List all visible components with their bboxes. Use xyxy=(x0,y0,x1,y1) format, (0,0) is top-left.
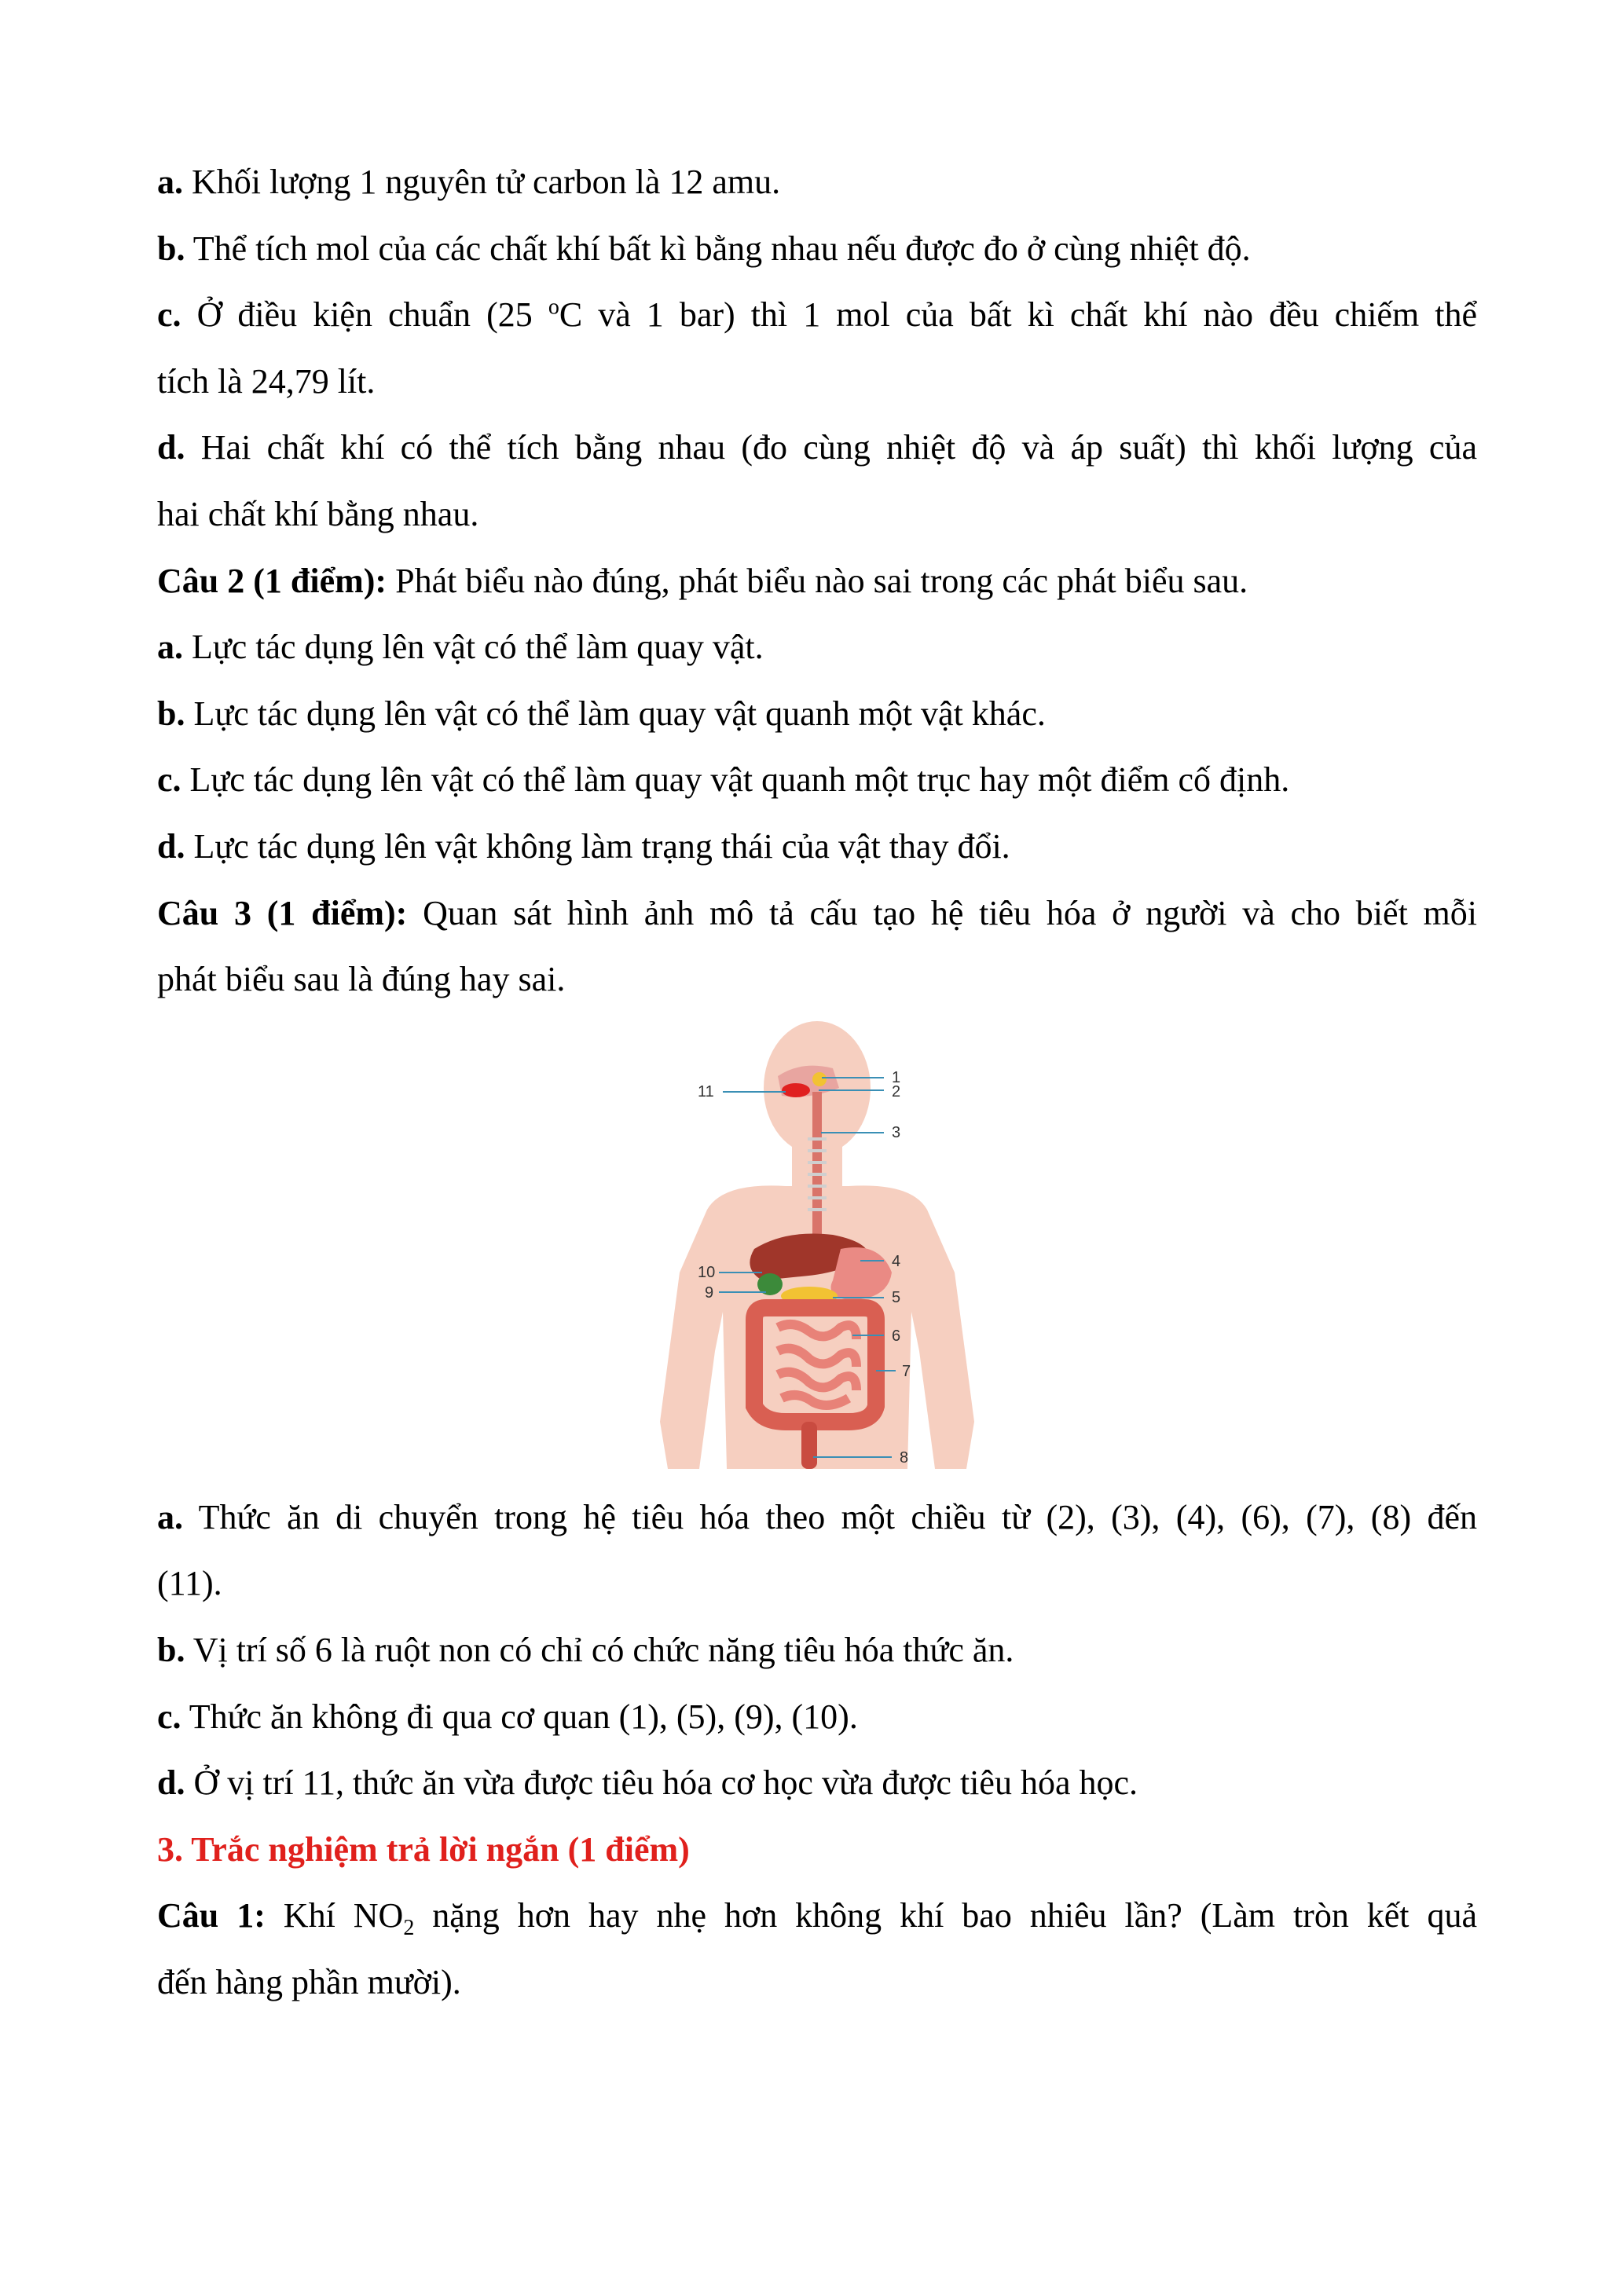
figure-label-5: 5 xyxy=(892,1288,901,1306)
q3-item-d: d. Ở vị trí 11, thức ăn vừa được tiêu hóa cơ học vừa được tiêu hóa học. xyxy=(157,1763,1138,1803)
rectum xyxy=(801,1422,817,1469)
figure-label-10: 10 xyxy=(698,1263,716,1281)
q3-item-a-cont: (11). xyxy=(157,1564,222,1603)
q3-prompt-cont: phát biểu sau là đúng hay sai. xyxy=(157,960,566,999)
figure-label-11: 11 xyxy=(698,1082,714,1100)
esophagus xyxy=(812,1092,822,1241)
digestive-system-figure xyxy=(157,1013,1477,1485)
document-page xyxy=(157,149,1477,2016)
trachea xyxy=(808,1139,827,1210)
figure-label-6: 6 xyxy=(892,1327,901,1345)
mouth xyxy=(782,1083,810,1097)
q3-item-a: a. Thức ăn di chuyển trong hệ tiêu hóa theo một chiều từ (2), (3), (4), (6), (7), (8) đến xyxy=(157,1497,1477,1536)
q3-item-b: b. Vị trí số 6 là ruột non có chỉ có chức năng tiêu hóa thức ăn. xyxy=(157,1630,1014,1669)
q3-item-c: c. Thức ăn không đi qua cơ quan (1), (5), (9), (10). xyxy=(157,1697,858,1736)
q1-item-c-cont: tích là 24,79 lít. xyxy=(157,361,376,401)
q2-title: Câu 2 (1 điểm): Phát biểu nào đúng, phát biểu nào sai trong các phát biểu sau. xyxy=(157,561,1248,600)
q2-item-d: d. Lực tác dụng lên vật không làm trạng thái của vật thay đổi. xyxy=(157,826,1010,866)
salivary-gland xyxy=(812,1072,827,1086)
q1-item-c: c. Ở điều kiện chuẩn (25 $^o$C và 1 bar) thì 1 mol của bất kì chất khí nào đều chiếm thể xyxy=(157,295,1477,335)
figure-label-2: 2 xyxy=(892,1082,901,1100)
q2-item-c: c. Lực tác dụng lên vật có thể làm quay vật quanh một trục hay một điểm cố định. xyxy=(157,760,1290,800)
q2-item-a: a. Lực tác dụng lên vật có thể làm quay vật. xyxy=(157,628,764,667)
figure-label-1: 1 xyxy=(892,1068,901,1086)
figure-label-7: 7 xyxy=(902,1362,911,1380)
figure-label-4: 4 xyxy=(892,1252,901,1270)
q1-item-b: b. Thể tích mol của các chất khí bất kì bằng nhau nếu được đo ở cùng nhiệt độ. xyxy=(157,229,1251,268)
section-3-heading: 3. Trắc nghiệm trả lời ngắn (1 điểm) xyxy=(157,1829,690,1869)
s3-q1-cont: đến hàng phần mười). xyxy=(157,1962,461,2001)
digestive-system-illustration xyxy=(157,1013,1477,1485)
figure-label-8: 8 xyxy=(900,1448,909,1467)
q1-item-d: d. Hai chất khí có thể tích bằng nhau (đo cùng nhiệt độ và áp suất) thì khối lượng của xyxy=(157,428,1477,467)
q2-item-b: b. Lực tác dụng lên vật có thể làm quay vật quanh một vật khác. xyxy=(157,694,1046,733)
q3-title: Câu 3 (1 điểm): Quan sát hình ảnh mô tả cấu tạo hệ tiêu hóa ở người và cho biết mỗi xyxy=(157,893,1477,932)
q1-item-d-cont: hai chất khí bằng nhau. xyxy=(157,494,479,533)
q1-item-a: a. Khối lượng 1 nguyên tử carbon là 12 amu. xyxy=(157,163,781,201)
s3-q1-title: Câu 1: Khí $NO_2$ nặng hơn hay nhẹ hơn không khí bao nhiêu lần? (Làm tròn kết quả xyxy=(157,1896,1478,1941)
figure-label-3: 3 xyxy=(892,1123,901,1141)
figure-label-9: 9 xyxy=(705,1283,714,1302)
